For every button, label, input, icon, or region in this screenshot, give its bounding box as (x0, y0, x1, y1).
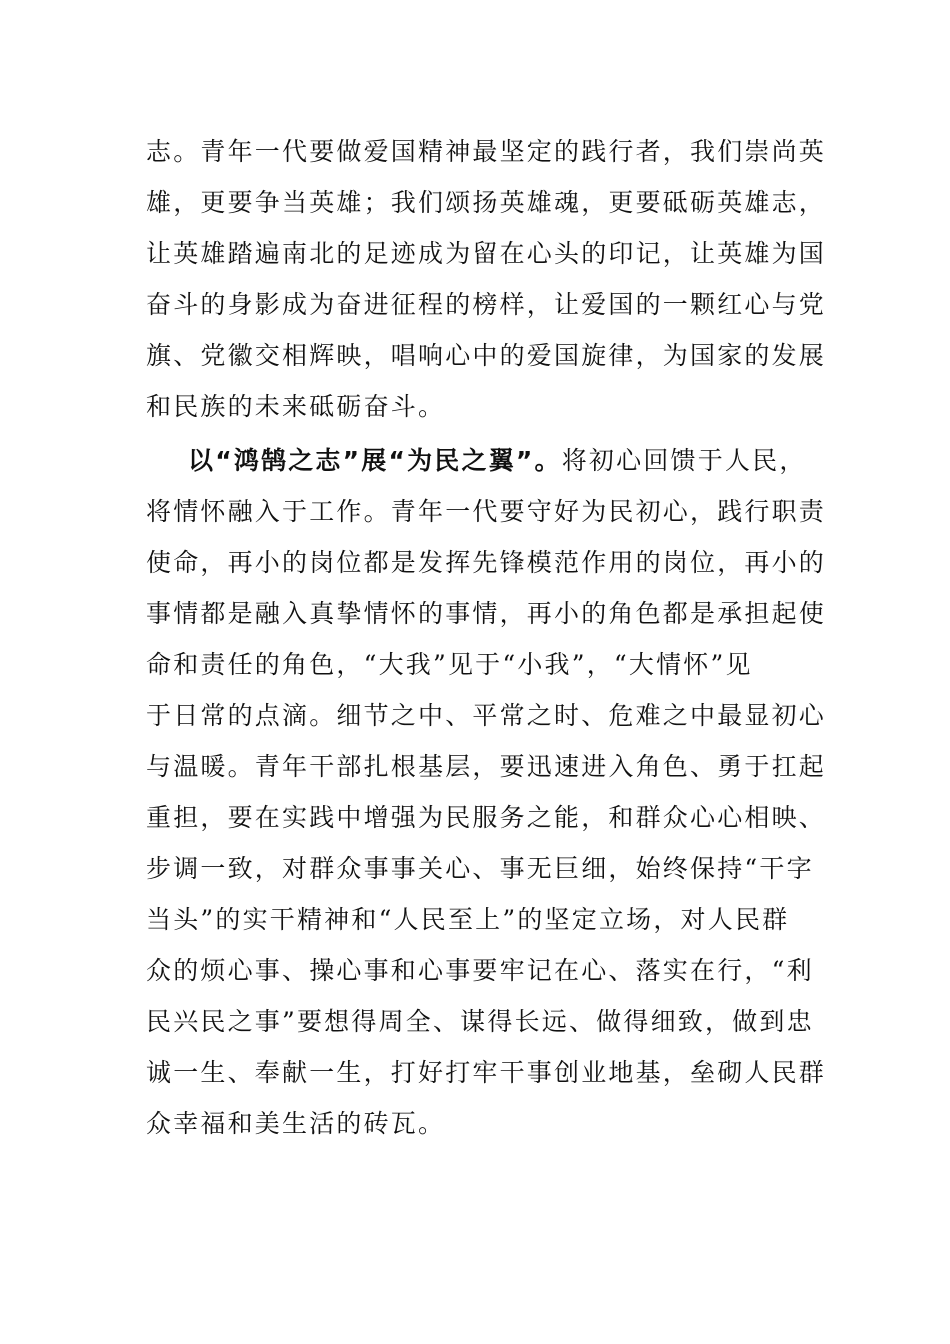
paragraph-line: 让英雄踏遍南北的足迹成为留在心头的印记，让英雄为国 (146, 239, 827, 268)
paragraph-line: 众的烦心事、操心事和心事要牢记在心、落实在行，“利 (146, 956, 814, 985)
paragraph-2 (146, 435, 827, 1149)
paragraph-line: 与温暖。青年干部扎根基层，要迅速进入角色、勇于扛起 (146, 752, 827, 781)
paragraph-line: 当头”的实干精神和“人民至上”的坚定立场，对人民群 (146, 905, 790, 934)
paragraph-1 (146, 126, 827, 432)
paragraph-line: 旗、党徽交相辉映，唱响心中的爱国旋律，为国家的发展 (146, 341, 827, 370)
paragraph-line: 于日常的点滴。细节之中、平常之时、危难之中最显初心 (146, 701, 827, 730)
paragraph-line: 民兴民之事”要想得周全、谋得长远、做得细致，做到忠 (146, 1007, 814, 1036)
paragraph-line: 奋斗的身影成为奋进征程的榜样，让爱国的一颗红心与党 (146, 290, 827, 319)
paragraph-line: 雄，更要争当英雄；我们颂扬英雄魂，更要砥砺英雄志， (146, 188, 827, 217)
paragraph-line: 重担，要在实践中增强为民服务之能，和群众心心相映、 (146, 803, 827, 832)
paragraph-first-line-text: 将初心回馈于人民， (561, 446, 807, 475)
paragraph-lead-heading: 以“鸿鹄之志”展“为民之翼”。 (188, 446, 562, 475)
paragraph-line: 众幸福和美生活的砖瓦。 (146, 1109, 446, 1138)
paragraph-line: 诚一生、奉献一生，打好打牢干事创业地基，垒砌人民群 (146, 1058, 827, 1087)
paragraph-line: 志。青年一代要做爱国精神最坚定的践行者，我们崇尚英 (146, 137, 827, 166)
paragraph-line: 将情怀融入于工作。青年一代要守好为民初心，践行职责 (146, 497, 827, 526)
paragraph-first-line (146, 435, 816, 486)
paragraph-line: 使命，再小的岗位都是发挥先锋模范作用的岗位，再小的 (146, 548, 827, 577)
paragraph-line: 命和责任的角色，“大我”见于“小我”，“大情怀”见 (146, 650, 753, 679)
paragraph-line: 和民族的未来砥砺奋斗。 (146, 392, 446, 421)
paragraph-line: 事情都是融入真挚情怀的事情，再小的角色都是承担起使 (146, 599, 827, 628)
paragraph-line: 步调一致，对群众事事关心、事无巨细，始终保持“干字 (146, 854, 814, 883)
